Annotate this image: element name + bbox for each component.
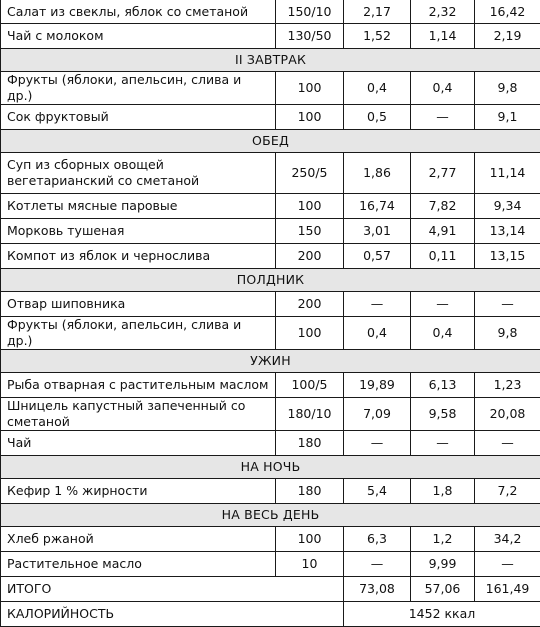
dish-carbs: 1,23 bbox=[475, 373, 540, 398]
dish-carbs: 9,34 bbox=[475, 194, 540, 219]
dish-weight: 100/5 bbox=[276, 373, 344, 398]
dish-row bbox=[1, 552, 540, 577]
meal-section-header bbox=[1, 130, 540, 153]
dish-fat: 4,91 bbox=[411, 219, 475, 244]
dish-name: Рыба отварная с растительным маслом bbox=[1, 373, 276, 398]
dish-carbs: 9,8 bbox=[475, 72, 540, 105]
dish-row bbox=[1, 527, 540, 552]
dish-fat: — bbox=[411, 105, 475, 130]
dish-weight: 150/10 bbox=[276, 0, 344, 24]
meal-section-header bbox=[1, 456, 540, 479]
dish-fat: 7,82 bbox=[411, 194, 475, 219]
dish-carbs: 9,1 bbox=[475, 105, 540, 130]
dish-fat: 1,8 bbox=[411, 479, 475, 504]
dish-carbs: 13,14 bbox=[475, 219, 540, 244]
dish-carbs: 20,08 bbox=[475, 398, 540, 431]
dish-weight: 130/50 bbox=[276, 24, 344, 49]
meal-section-header bbox=[1, 504, 540, 527]
dish-name: Фрукты (яблоки, апельсин, слива и др.) bbox=[1, 72, 276, 105]
calories-value: 1452 ккал bbox=[344, 602, 540, 627]
total-fat: 57,06 bbox=[411, 577, 475, 602]
meal-section-title: НА НОЧЬ bbox=[1, 456, 540, 479]
dish-weight: 100 bbox=[276, 317, 344, 350]
dish-protein: — bbox=[344, 292, 411, 317]
dish-name: Чай с молоком bbox=[1, 24, 276, 49]
dish-carbs: 34,2 bbox=[475, 527, 540, 552]
total-label: ИТОГО bbox=[1, 577, 344, 602]
total-carbs: 161,49 bbox=[475, 577, 540, 602]
dish-protein: 2,17 bbox=[344, 0, 411, 24]
dish-carbs: — bbox=[475, 292, 540, 317]
dish-fat: 0,4 bbox=[411, 317, 475, 350]
dish-fat: 2,32 bbox=[411, 0, 475, 24]
dish-name: Отвар шиповника bbox=[1, 292, 276, 317]
dish-weight: 100 bbox=[276, 194, 344, 219]
dish-row bbox=[1, 244, 540, 269]
dish-carbs: 2,19 bbox=[475, 24, 540, 49]
calories-label: КАЛОРИЙНОСТЬ bbox=[1, 602, 344, 627]
dish-fat: 9,99 bbox=[411, 552, 475, 577]
dish-weight: 180 bbox=[276, 479, 344, 504]
dish-weight: 250/5 bbox=[276, 153, 344, 194]
dish-protein: 3,01 bbox=[344, 219, 411, 244]
dish-weight: 150 bbox=[276, 219, 344, 244]
dish-protein: — bbox=[344, 431, 411, 456]
dish-row bbox=[1, 153, 540, 194]
meal-section-title: ПОЛДНИК bbox=[1, 269, 540, 292]
meal-section-title: НА ВЕСЬ ДЕНЬ bbox=[1, 504, 540, 527]
dish-row bbox=[1, 105, 540, 130]
dish-carbs: — bbox=[475, 431, 540, 456]
dish-protein: — bbox=[344, 552, 411, 577]
dish-row bbox=[1, 24, 540, 49]
dish-protein: 19,89 bbox=[344, 373, 411, 398]
dish-fat: — bbox=[411, 292, 475, 317]
meal-section-title: УЖИН bbox=[1, 350, 540, 373]
total-protein: 73,08 bbox=[344, 577, 411, 602]
dish-name: Компот из яблок и чернослива bbox=[1, 244, 276, 269]
dish-row bbox=[1, 0, 540, 24]
dish-carbs: — bbox=[475, 552, 540, 577]
dish-name: Сок фруктовый bbox=[1, 105, 276, 130]
dish-name: Шницель капустный запеченный со сметаной bbox=[1, 398, 276, 431]
dish-fat: 6,13 bbox=[411, 373, 475, 398]
dish-row bbox=[1, 431, 540, 456]
dish-carbs: 7,2 bbox=[475, 479, 540, 504]
meal-section-title: II ЗАВТРАК bbox=[1, 49, 540, 72]
dish-carbs: 9,8 bbox=[475, 317, 540, 350]
dish-row bbox=[1, 194, 540, 219]
dish-row bbox=[1, 72, 540, 105]
meal-section-title: ОБЕД bbox=[1, 130, 540, 153]
dish-row bbox=[1, 219, 540, 244]
dish-name: Морковь тушеная bbox=[1, 219, 276, 244]
dish-fat: 1,14 bbox=[411, 24, 475, 49]
dish-protein: 6,3 bbox=[344, 527, 411, 552]
dish-fat: 0,11 bbox=[411, 244, 475, 269]
dish-weight: 100 bbox=[276, 105, 344, 130]
dish-name: Растительное масло bbox=[1, 552, 276, 577]
dish-carbs: 13,15 bbox=[475, 244, 540, 269]
dish-protein: 5,4 bbox=[344, 479, 411, 504]
dish-row bbox=[1, 373, 540, 398]
dish-protein: 16,74 bbox=[344, 194, 411, 219]
dish-name: Кефир 1 % жирности bbox=[1, 479, 276, 504]
dish-weight: 200 bbox=[276, 244, 344, 269]
dish-row bbox=[1, 317, 540, 350]
dish-protein: 0,4 bbox=[344, 317, 411, 350]
total-row bbox=[1, 577, 540, 602]
dish-name: Фрукты (яблоки, апельсин, слива и др.) bbox=[1, 317, 276, 350]
dish-carbs: 11,14 bbox=[475, 153, 540, 194]
dish-row bbox=[1, 398, 540, 431]
dish-name: Салат из свеклы, яблок со сметаной bbox=[1, 0, 276, 24]
meal-section-header bbox=[1, 49, 540, 72]
dish-name: Котлеты мясные паровые bbox=[1, 194, 276, 219]
dish-row bbox=[1, 292, 540, 317]
dish-weight: 10 bbox=[276, 552, 344, 577]
dish-fat: 2,77 bbox=[411, 153, 475, 194]
dish-row bbox=[1, 479, 540, 504]
dish-name: Чай bbox=[1, 431, 276, 456]
dish-fat: 1,2 bbox=[411, 527, 475, 552]
dish-weight: 180/10 bbox=[276, 398, 344, 431]
dish-name: Хлеб ржаной bbox=[1, 527, 276, 552]
dish-weight: 100 bbox=[276, 72, 344, 105]
dish-weight: 180 bbox=[276, 431, 344, 456]
dish-fat: 0,4 bbox=[411, 72, 475, 105]
dish-carbs: 16,42 bbox=[475, 0, 540, 24]
dish-weight: 100 bbox=[276, 527, 344, 552]
dish-protein: 0,57 bbox=[344, 244, 411, 269]
dish-protein: 1,86 bbox=[344, 153, 411, 194]
meal-section-header bbox=[1, 350, 540, 373]
dish-protein: 1,52 bbox=[344, 24, 411, 49]
dish-name: Суп из сборных овощей вегетарианский со сметаной bbox=[1, 153, 276, 194]
menu-table-body bbox=[1, 0, 540, 627]
dish-fat: 9,58 bbox=[411, 398, 475, 431]
dish-weight: 200 bbox=[276, 292, 344, 317]
meal-section-header bbox=[1, 269, 540, 292]
dish-protein: 0,4 bbox=[344, 72, 411, 105]
dish-protein: 7,09 bbox=[344, 398, 411, 431]
dish-protein: 0,5 bbox=[344, 105, 411, 130]
dish-fat: — bbox=[411, 431, 475, 456]
